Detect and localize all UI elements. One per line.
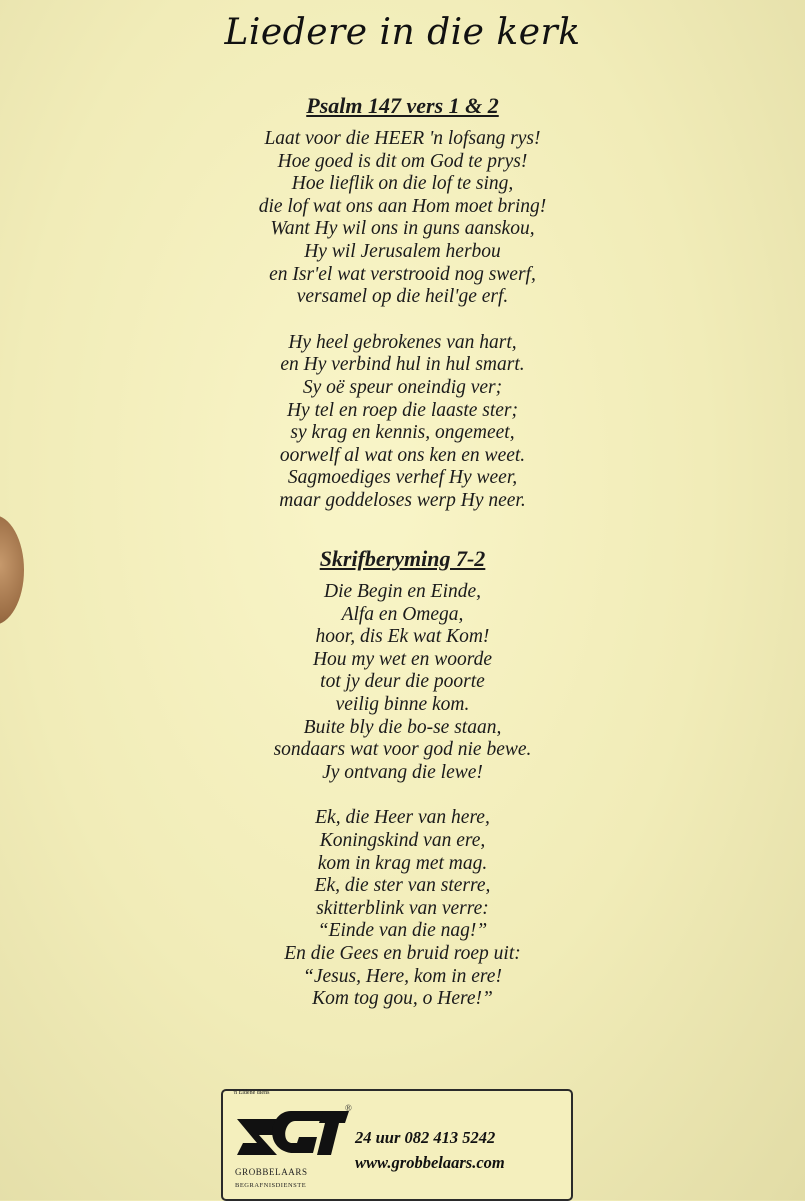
sponsor-logo-box [221, 1089, 573, 1201]
verse-line: sondaars wat voor god nie bewe. [273, 739, 532, 761]
brand-name: GROBBELAARS [235, 1167, 308, 1177]
verse-line: Ek, die ster van sterre, [314, 875, 491, 897]
verse-line: Hou my wet en woorde [312, 648, 493, 670]
verse-line: en Isr'el wat verstrooid nog swerf, [269, 263, 536, 285]
verse-line: Laat voor die HEER 'n lofsang rys! [264, 128, 541, 149]
verse-line: Sy oë speur oneindig ver; [302, 376, 503, 398]
verse-line: Koningskind van ere, [319, 829, 486, 851]
song-heading: Skrifberyming 7-2 [319, 546, 486, 571]
stanza-1 [0, 581, 805, 784]
verse-line: en Hy verbind hul in hul smart. [280, 354, 525, 376]
verse-line: maar goddeloses werp Hy neer. [279, 489, 526, 511]
verse-line: sy krag en kennis, ongemeet, [290, 422, 515, 444]
verse-line: die lof wat ons aan Hom moet bring! [258, 195, 547, 217]
stanza-2 [0, 807, 805, 1010]
verse-line: “Einde van die nag!” [317, 920, 488, 942]
verse-line: Hoe lieflik on die lof te sing, [291, 173, 514, 195]
verse-line: tot jy deur die poorte [320, 671, 485, 693]
verse-line: Jy ontvang die lewe! [322, 761, 483, 783]
verse-line: Hy wil Jerusalem herbou [304, 240, 501, 262]
verse-line: Hoe goed is dit om God te prys! [277, 150, 528, 172]
brand-tagline: 'n Eldene diens [233, 1090, 270, 1096]
phone-number: 24 uur 082 413 5242 [355, 1128, 496, 1147]
verse-line: Alfa en Omega, [341, 603, 464, 625]
website-link[interactable]: www.grobbelaars.com [355, 1153, 505, 1172]
verse-line: kom in krag met mag. [317, 852, 488, 874]
page-title: Liedere in die kerk [224, 12, 581, 53]
verse-line: Die Begin en Einde, [323, 581, 482, 602]
verse-line: Kom tog gou, o Here!” [312, 988, 493, 1010]
verse-line: hoor, dis Ek wat Kom! [315, 626, 490, 648]
brand-subtitle: BEGRAFNISDIENSTE [235, 1182, 307, 1189]
stanza-1 [0, 128, 805, 309]
song-skrifberyming-7-2 [0, 545, 805, 1034]
verse-line: veilig binne kom. [335, 693, 470, 715]
verse-line: Buite bly die bo-se staan, [303, 716, 502, 738]
verse-line: Want Hy wil ons in guns aanskou, [270, 218, 535, 240]
verse-line: Hy tel en roep die laaste ster; [286, 399, 519, 421]
verse-line: “Jesus, Here, kom in ere! [303, 965, 502, 987]
stanza-2 [0, 332, 805, 513]
verse-line: oorwelf al wat ons ken en weet. [279, 444, 526, 466]
song-psalm-147 [0, 92, 805, 536]
verse-line: Hy heel gebrokenes van hart, [288, 331, 517, 353]
verse-line: En die Gees en bruid roep uit: [284, 942, 521, 964]
song-heading: Psalm 147 vers 1 & 2 [306, 93, 499, 118]
verse-line: skitterblink van verre: [316, 897, 489, 919]
verse-line: versamel op die heil'ge erf. [296, 286, 509, 308]
registered-mark: ® [345, 1103, 352, 1113]
verse-line: Sagmoediges verhef Hy weer, [287, 467, 518, 489]
verse-line: Ek, die Heer van here, [315, 807, 490, 829]
